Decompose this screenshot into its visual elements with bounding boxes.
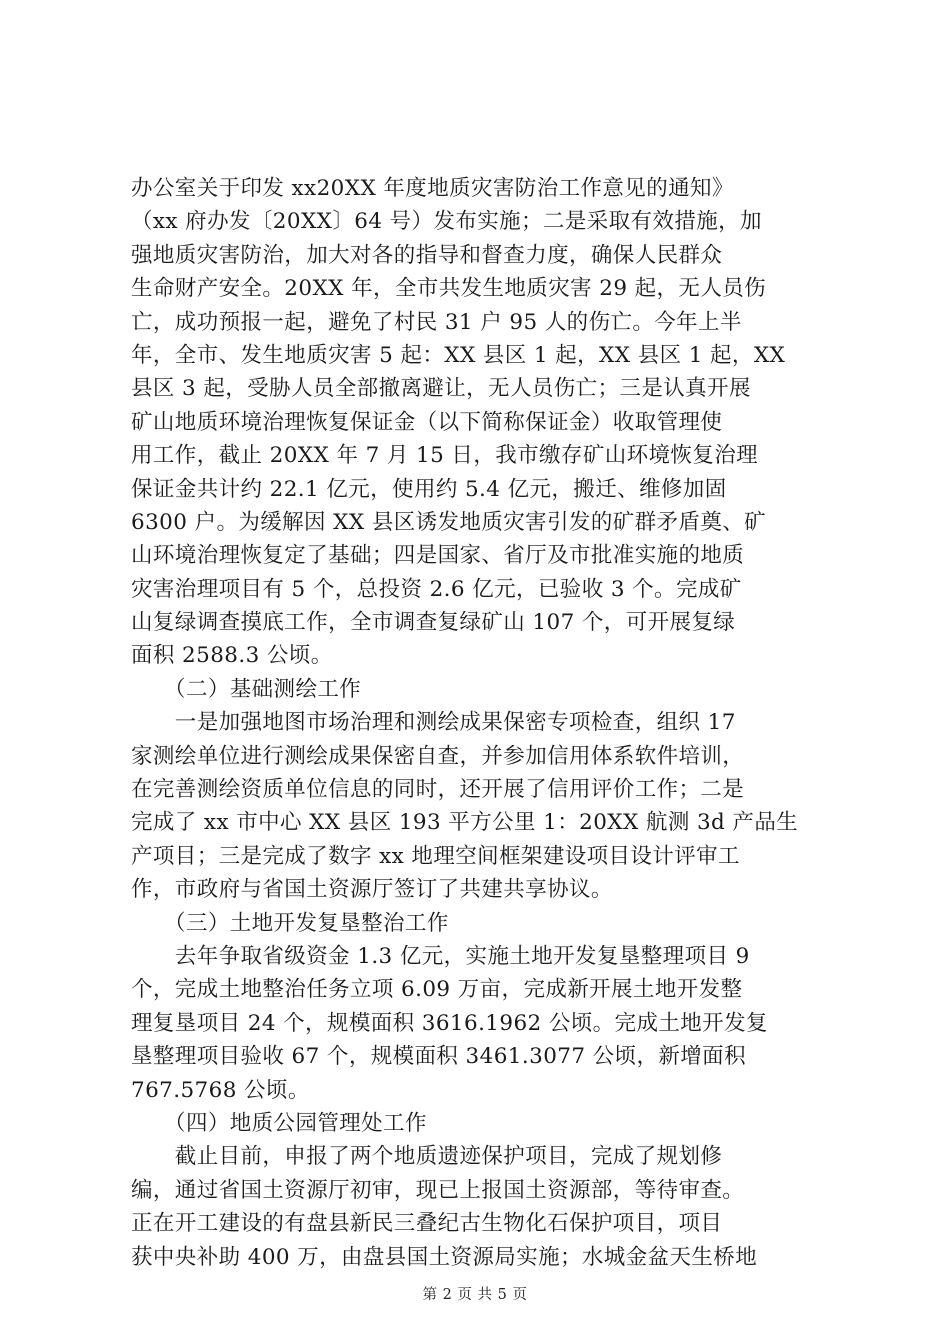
text-line: 保证金共计约 22.1 亿元，使用约 5.4 亿元，搬迁、维修加固: [131, 476, 727, 502]
text-line: 垦整理项目验收 67 个，规模面积 3461.3077 公顷，新增面积: [131, 1044, 746, 1070]
text-line: 生命财产安全。20XX 年，全市共发生地质灾害 29 起，无人员伤: [131, 276, 767, 302]
text-line: 6300 户。为缓解因 XX 县区诱发地质灾害引发的矿群矛盾奠、矿: [131, 509, 767, 535]
text-line: （二）基础测绘工作: [131, 676, 362, 702]
text-line: 截止目前，申报了两个地质遗迹保护项目，完成了规划修: [131, 1144, 723, 1170]
text-line: 一是加强地图市场治理和测绘成果保密专项检查，组织 17: [131, 710, 736, 736]
text-line: 产项目；三是完成了数字 xx 地理空间框架建设项目设计评审工: [131, 843, 740, 869]
text-line: 亡，成功预报一起，避免了村民 31 户 95 人的伤亡。今年上半: [131, 309, 742, 335]
text-line: 完成了 xx 市中心 XX 县区 193 平方公里 1：20XX 航测 3d 产品生: [131, 810, 799, 836]
text-line: 用工作，截止 20XX 年 7 月 15 日，我市缴存矿山环境恢复治理: [131, 443, 759, 469]
text-line: 办公室关于印发 xx20XX 年度地质灾害防治工作意见的通知》: [131, 176, 734, 201]
text-line: 灾害治理项目有 5 个，总投资 2.6 亿元，已验收 3 个。完成矿: [131, 576, 742, 602]
page-footer: 第 2 页 共 5 页: [422, 1287, 528, 1303]
text-line: 年，全市、发生地质灾害 5 起：XX 县区 1 起，XX 县区 1 起，XX: [131, 342, 786, 368]
text-line: （三）土地开发复垦整治工作: [131, 910, 449, 936]
text-line: 获中央补助 400 万，由盘县国土资源局实施；水城金盆天生桥地: [131, 1244, 758, 1270]
text-line: 县区 3 起，受胁人员全部撤离避让，无人员伤亡；三是认真开展: [131, 376, 751, 402]
text-line: 正在开工建设的有盘县新民三叠纪古生物化石保护项目，项目: [131, 1211, 723, 1237]
text-line: 作，市政府与省国土资源厅签订了共建共享协议。: [131, 877, 613, 903]
text-line: 矿山地质环境治理恢复保证金（以下简称保证金）收取管理使: [131, 409, 723, 435]
text-line: （四）地质公园管理处工作: [131, 1110, 427, 1136]
document-body: [131, 172, 831, 1274]
text-line: 山环境治理恢复定了基础；四是国家、省厅及市批准实施的地质: [131, 543, 745, 569]
text-line: 山复绿调查摸底工作，全市调查复绿矿山 107 个，可开展复绿: [131, 610, 736, 636]
text-line: 编，通过省国土资源厅初审，现已上报国土资源部，等待审查。: [131, 1177, 745, 1203]
text-line: 去年争取省级资金 1.3 亿元，实施土地开发复垦整理项目 9: [131, 943, 750, 969]
text-line: 面积 2588.3 公顷。: [131, 643, 333, 669]
text-line: 理复垦项目 24 个，规模面积 3616.1962 公顷。完成土地开发复: [131, 1010, 768, 1036]
text-line: （xx 府办发〔20XX〕64 号）发布实施；二是采取有效措施，加: [131, 209, 762, 235]
text-line: 家测绘单位进行测绘成果保密自查，并参加信用体系软件培训，: [131, 743, 745, 769]
text-line: 个，完成土地整治任务立项 6.09 万亩，完成新开展土地开发整: [131, 977, 743, 1003]
text-line: 强地质灾害防治，加大对各的指导和督查力度，确保人民群众: [131, 242, 723, 268]
text-line: 在完善测绘资质单位信息的同时，还开展了信用评价工作；二是: [131, 777, 745, 803]
text-line: 767.5768 公顷。: [131, 1077, 310, 1103]
